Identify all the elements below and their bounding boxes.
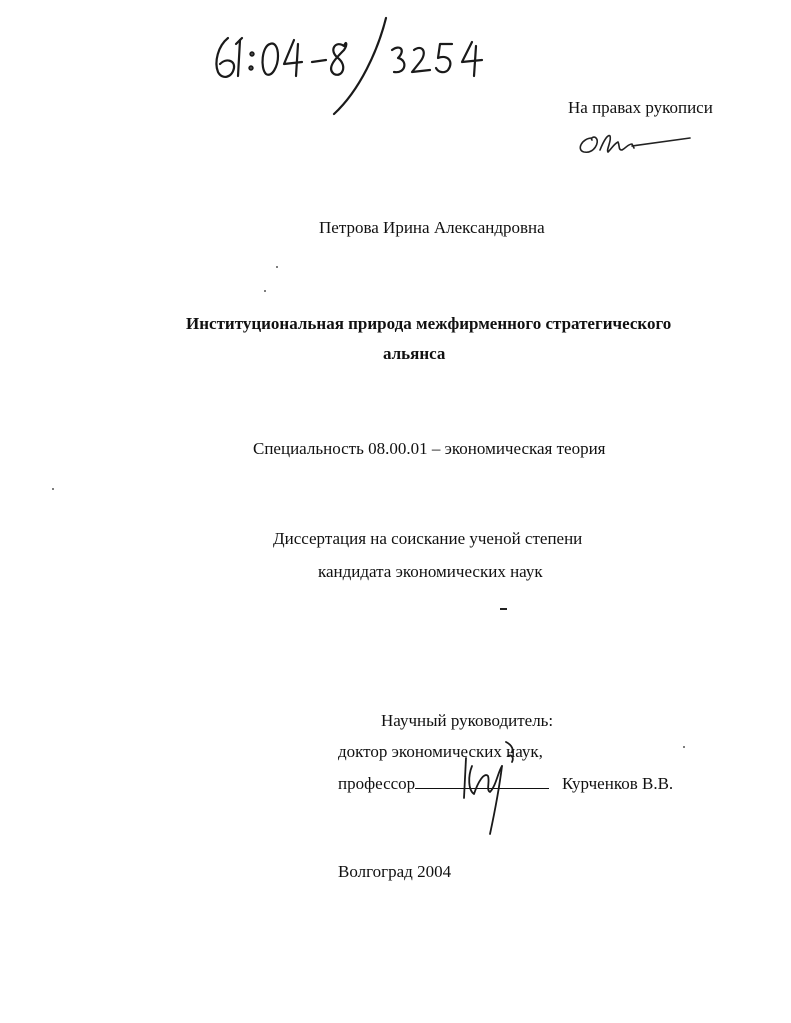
scan-speck — [276, 266, 278, 268]
city-year: Волгоград 2004 — [338, 862, 452, 881]
specialty-line: Специальность 08.00.01 – экономическая теория — [253, 439, 606, 458]
scan-speck — [52, 488, 54, 490]
rights-notice: На правах рукописи — [568, 98, 713, 117]
handwritten-archive-code — [200, 10, 500, 120]
supervisor-rank: профессор — [338, 774, 416, 793]
supervisor-name: Курченков В.В. — [562, 774, 674, 793]
supervisor-label: Научный руководитель: — [381, 711, 554, 730]
dissertation-title-line2: альянса — [383, 344, 446, 363]
degree-line1: Диссертация на соискание ученой степени — [273, 529, 583, 548]
handwritten-signature-top — [574, 128, 694, 158]
scan-speck — [683, 746, 685, 748]
scan-dash-mark — [500, 608, 507, 610]
author-name: Петрова Ирина Александровна — [319, 218, 545, 237]
supervisor-degree: доктор экономических наук, — [338, 742, 543, 761]
dissertation-title-line1: Институциональная природа межфирменного стратегического — [186, 314, 672, 333]
handwritten-signature-supervisor — [452, 736, 532, 840]
degree-line2: кандидата экономических наук — [318, 562, 543, 581]
scan-speck — [264, 290, 266, 292]
